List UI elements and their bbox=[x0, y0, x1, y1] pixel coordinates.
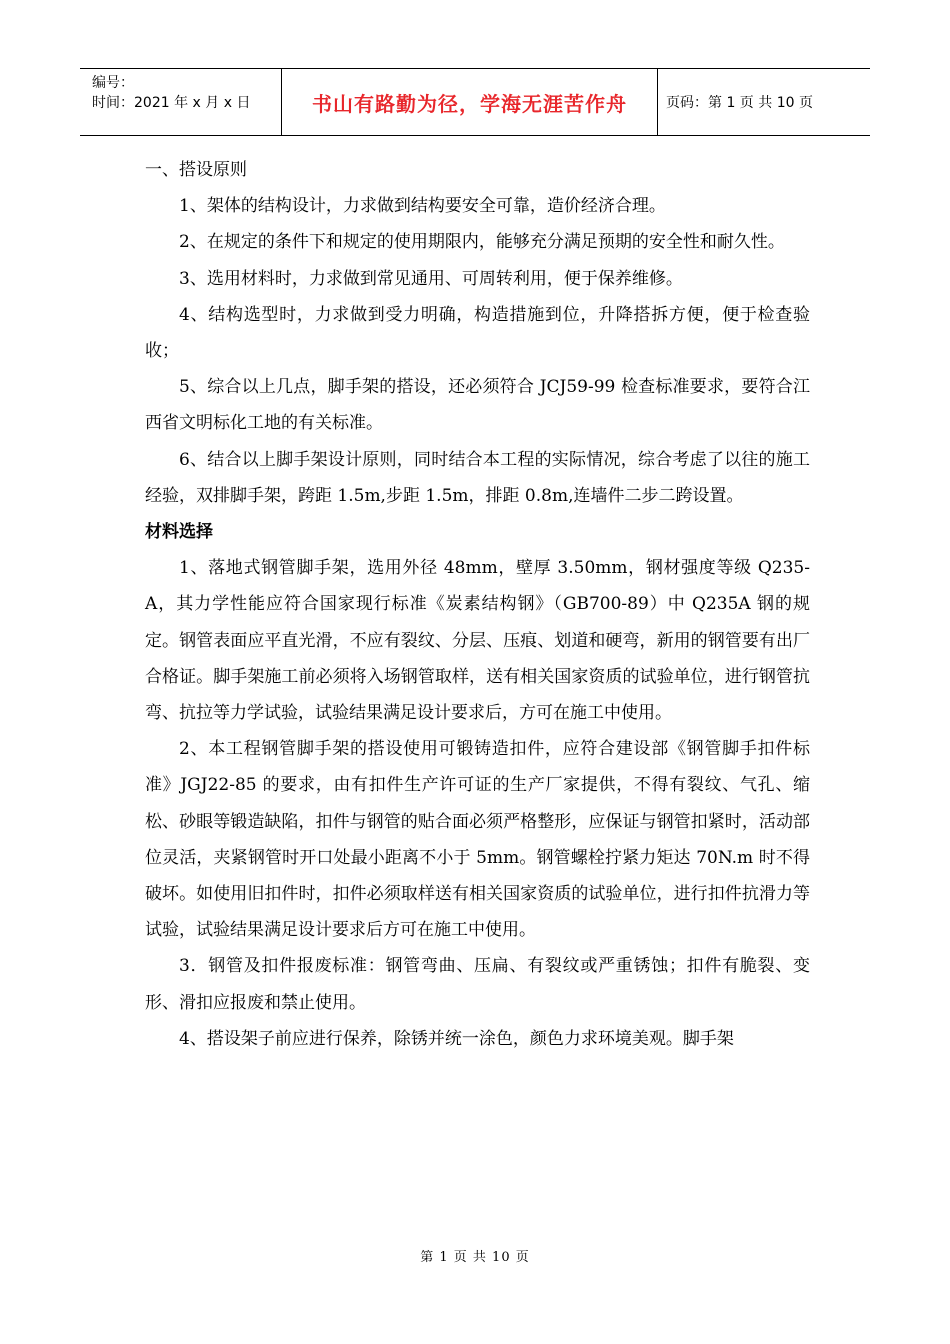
paragraph: 1、架体的结构设计，力求做到结构要安全可靠，造价经济合理。 bbox=[179, 196, 666, 217]
header-motto-cell bbox=[282, 69, 658, 135]
document-body bbox=[145, 152, 810, 1057]
document-date-label: 时间：2021 年 x 月 x 日 bbox=[92, 95, 251, 111]
paragraph: 5、综合以上几点，脚手架的搭设，还必须符合 JCJ59-99 检查标准要求，要符合江西省文明标化工地的有关标准。 bbox=[145, 377, 810, 434]
paragraph: 4、结构选型时，力求做到受力明确，构造措施到位，升降搭拆方便，便于检查验收； bbox=[145, 304, 810, 362]
header-meta bbox=[80, 69, 282, 135]
paragraph: 1、落地式钢管脚手架，选用外径 48mm，壁厚 3.50mm，钢材强度等级 Q235-A，其力学性能应符合国家现行标准《炭素结构钢》（GB700-89）中 Q235A 钢的规定。钢管表面应平直光滑，不应有裂纹、分层、压痕、划道和硬弯，新用的钢管要有出厂合格证。脚手架施工前必须将入场钢管取样，送有相关国家资质的试验单位，进行钢管抗弯、抗拉等力学试验，试验结果满足设计要求后，方可在施工中使用。 bbox=[145, 558, 810, 724]
paragraph: 2、本工程钢管脚手架的搭设使用可锻铸造扣件，应符合建设部《钢管脚手扣件标准》JGJ22-85 的要求，由有扣件生产许可证的生产厂家提供，不得有裂纹、气孔、缩松、砂眼等锻造缺陷，扣件与钢管的贴合面必须严格整形，应保证与钢管扣紧时，活动部位灵活，夹紧钢管时开口处最小距离不小于 5mm。钢管螺栓拧紧力矩达 70N.m 时不得破坏。如使用旧扣件时，扣件必须取样送有相关国家资质的试验单位，进行扣件抗滑力等试验，试验结果满足设计要求后方可在施工中使用。 bbox=[145, 739, 810, 941]
section-title-materials: 材料选择 bbox=[145, 522, 213, 543]
paragraph: 2、在规定的条件下和规定的使用期限内，能够充分满足预期的安全性和耐久性。 bbox=[179, 232, 785, 253]
page-footer: 第 1 页 共 10 页 bbox=[420, 1250, 530, 1265]
document-number-label: 编号： bbox=[92, 75, 134, 91]
header-page-number: 页码：第 1 页 共 10 页 bbox=[666, 95, 813, 111]
paragraph: 4、搭设架子前应进行保养，除锈并统一涂色，颜色力求环境美观。脚手架 bbox=[179, 1028, 734, 1049]
paragraph: 6、结合以上脚手架设计原则，同时结合本工程的实际情况，综合考虑了以往的施工经验，双排脚手架，跨距 1.5m,步距 1.5m，排距 0.8m,连墙件二步二跨设置。 bbox=[145, 449, 810, 506]
header-motto: 书山有路勤为径，学海无涯苦作舟 bbox=[312, 91, 627, 116]
paragraph: 3、选用材料时，力求做到常见通用、可周转利用，便于保养维修。 bbox=[179, 268, 683, 289]
paragraph: 3．钢管及扣件报废标准：钢管弯曲、压扁、有裂纹或严重锈蚀；扣件有脆裂、变形、滑扣应报废和禁止使用。 bbox=[145, 956, 810, 1013]
header-page-cell bbox=[658, 69, 870, 135]
section-title-principles: 一、搭设原则 bbox=[145, 160, 247, 180]
document-header bbox=[80, 68, 870, 136]
